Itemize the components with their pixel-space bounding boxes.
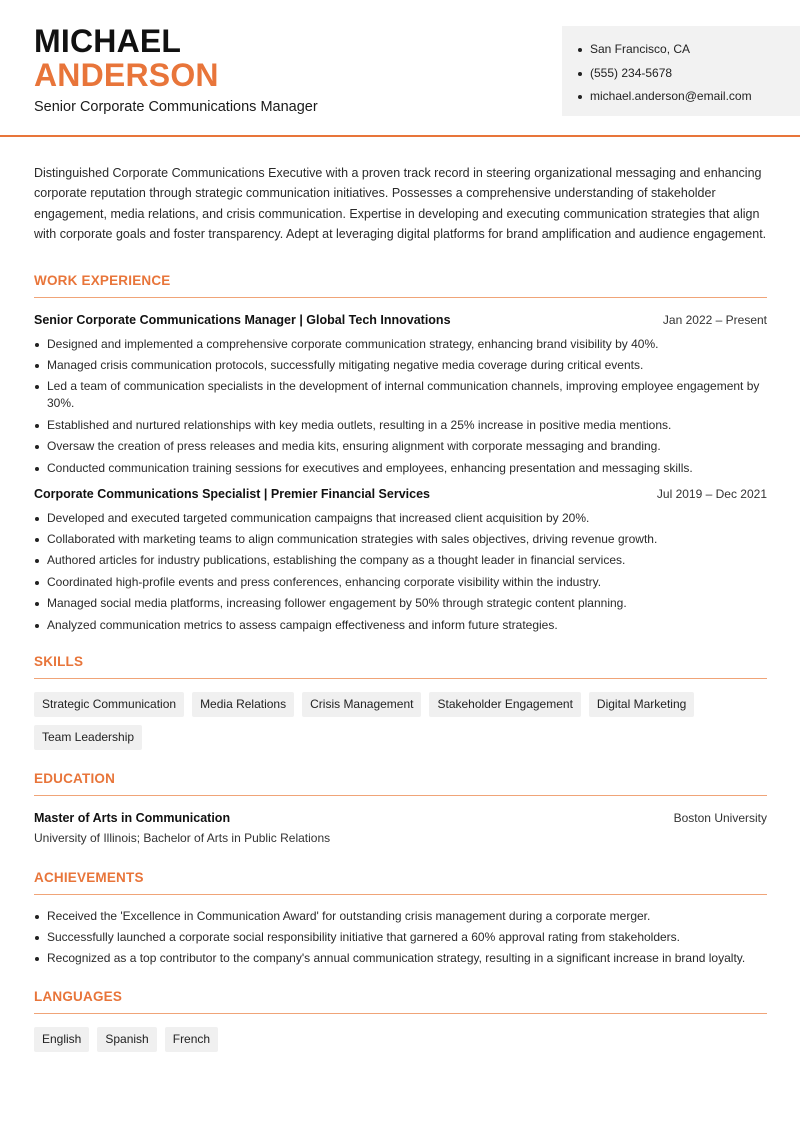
language-chip: Spanish bbox=[97, 1027, 156, 1052]
job-title: Senior Corporate Communications Manager bbox=[34, 99, 318, 115]
job-role: Corporate Communications Specialist | Premier Financial Services bbox=[34, 486, 430, 501]
job-date: Jul 2019 – Dec 2021 bbox=[656, 486, 767, 501]
achievements-list bbox=[34, 908, 767, 968]
languages-section bbox=[34, 989, 767, 1052]
job-bullet: Led a team of communication specialists in the development of internal communication channels, improving employee engagement by 30%. bbox=[34, 378, 767, 412]
school: Boston University bbox=[673, 810, 767, 825]
section-title-languages: LANGUAGES bbox=[34, 989, 767, 1014]
skill-chip: Stakeholder Engagement bbox=[429, 692, 580, 717]
section-title-skills: SKILLS bbox=[34, 654, 767, 679]
contact-list bbox=[578, 38, 800, 109]
achievement-item: Received the 'Excellence in Communication Award' for outstanding crisis management during a corporate merger. bbox=[34, 908, 767, 925]
contact-phone: (555) 234-5678 bbox=[578, 62, 800, 86]
job-header bbox=[34, 313, 767, 327]
skill-chip: Digital Marketing bbox=[589, 692, 694, 717]
job-header bbox=[34, 487, 767, 501]
degree: Master of Arts in Communication bbox=[34, 810, 231, 825]
contact-location: San Francisco, CA bbox=[578, 38, 800, 62]
language-chip: French bbox=[165, 1027, 218, 1052]
section-title-work: WORK EXPERIENCE bbox=[34, 273, 767, 298]
job-bullet: Managed social media platforms, increasing follower engagement by 50% through strategic content planning. bbox=[34, 595, 767, 612]
job-bullets bbox=[34, 336, 767, 477]
work-experience-section bbox=[34, 273, 767, 634]
first-name: MICHAEL bbox=[34, 23, 182, 59]
job-bullet: Developed and executed targeted communication campaigns that increased client acquisition by 20%. bbox=[34, 510, 767, 527]
skill-chip: Team Leadership bbox=[34, 725, 142, 750]
job-entry bbox=[34, 313, 767, 477]
job-date: Jan 2022 – Present bbox=[662, 312, 767, 327]
job-bullet: Coordinated high-profile events and press conferences, enhancing corporate visibility within the industry. bbox=[34, 574, 767, 591]
job-role: Senior Corporate Communications Manager | Global Tech Innovations bbox=[34, 312, 451, 327]
last-name: ANDERSON bbox=[34, 57, 219, 93]
job-bullet: Authored articles for industry publications, establishing the company as a thought leader in financial services. bbox=[34, 552, 767, 569]
job-entry bbox=[34, 487, 767, 634]
resume-header bbox=[0, 0, 800, 137]
candidate-name bbox=[34, 24, 219, 92]
languages-list bbox=[34, 1027, 767, 1052]
job-bullet: Analyzed communication metrics to assess campaign effectiveness and inform future strategies. bbox=[34, 617, 767, 634]
job-bullet: Conducted communication training sessions for executives and employees, enhancing presentation and messaging skills. bbox=[34, 460, 767, 477]
education-detail: University of Illinois; Bachelor of Arts in Public Relations bbox=[34, 830, 331, 845]
professional-summary: Distinguished Corporate Communications Executive with a proven track record in steering organizational messaging and enhancing corporate reputation through strategic communication initiatives. Possesses a comprehensive understanding of stakeholder engagement, media relations, and crisis communication. Expertise in developing and executing communication strategies that align with corporate goals and foster transparency. Adept at leveraging digital platforms for brand amplification and audience engagement. bbox=[34, 166, 767, 242]
skill-chip: Media Relations bbox=[192, 692, 294, 717]
skills-list bbox=[34, 692, 767, 750]
job-bullet: Designed and implemented a comprehensive corporate communication strategy, enhancing brand visibility by 40%. bbox=[34, 336, 767, 353]
job-bullet: Collaborated with marketing teams to align communication strategies with sales objectives, driving revenue growth. bbox=[34, 531, 767, 548]
resume-body bbox=[34, 163, 767, 1052]
skill-chip: Strategic Communication bbox=[34, 692, 184, 717]
job-bullet: Managed crisis communication protocols, successfully mitigating negative media coverage during critical events. bbox=[34, 357, 767, 374]
education-entry bbox=[34, 811, 767, 845]
contact-email[interactable]: michael.anderson@email.com bbox=[578, 85, 800, 109]
language-chip: English bbox=[34, 1027, 89, 1052]
section-title-education: EDUCATION bbox=[34, 771, 767, 796]
achievement-item: Successfully launched a corporate social responsibility initiative that garnered a 60% approval rating from stakeholders. bbox=[34, 929, 767, 946]
education-section bbox=[34, 771, 767, 845]
job-bullet: Established and nurtured relationships with key media outlets, resulting in a 25% increase in positive media mentions. bbox=[34, 417, 767, 434]
section-title-achievements: ACHIEVEMENTS bbox=[34, 870, 767, 895]
achievements-section bbox=[34, 870, 767, 968]
skills-section bbox=[34, 654, 767, 750]
skill-chip: Crisis Management bbox=[302, 692, 421, 717]
achievement-item: Recognized as a top contributor to the company's annual communication strategy, resulting in a significant increase in brand loyalty. bbox=[34, 950, 767, 967]
contact-box bbox=[562, 26, 800, 116]
job-bullets bbox=[34, 510, 767, 634]
job-bullet: Oversaw the creation of press releases and media kits, ensuring alignment with corporate messaging and branding. bbox=[34, 438, 767, 455]
education-header bbox=[34, 811, 767, 825]
